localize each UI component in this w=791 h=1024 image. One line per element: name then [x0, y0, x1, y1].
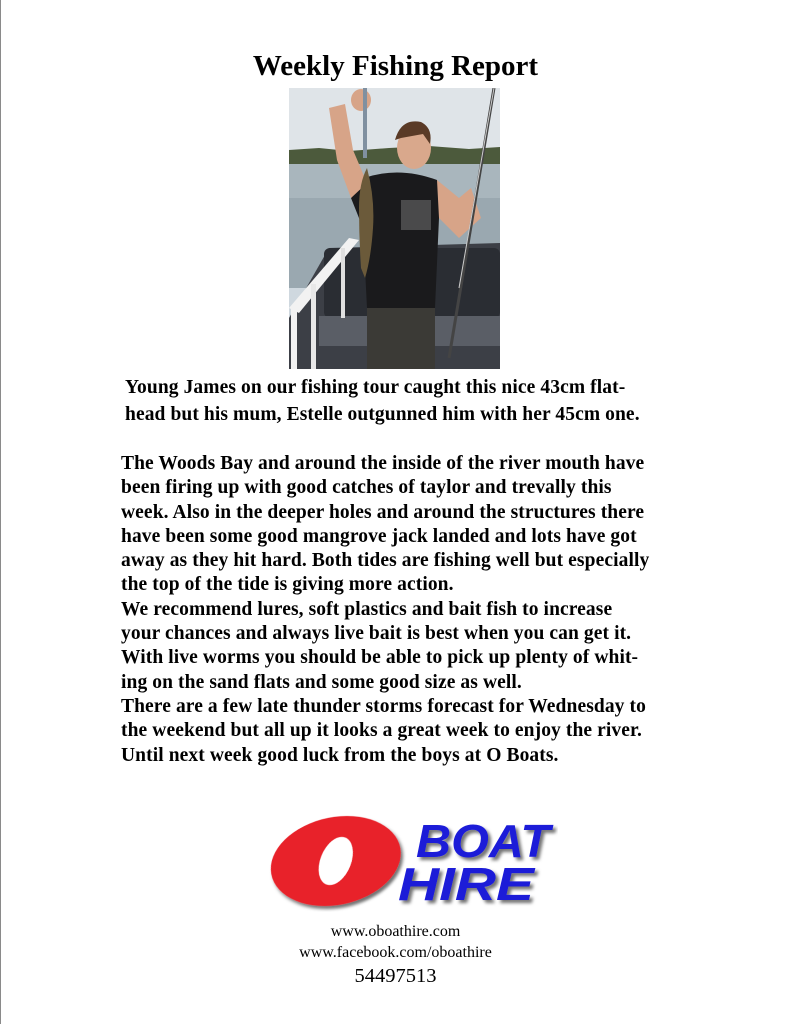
- website-link[interactable]: www.oboathire.com: [330, 923, 461, 940]
- body-line: ing on the sand flats and some good size as well.: [121, 671, 522, 693]
- body-line: We recommend lures, soft plastics and bait fish to increase: [121, 598, 613, 620]
- body-line: been firing up with good catches of taylor and trevally this: [121, 477, 612, 499]
- body-line: have been some good mangrove jack landed and lots have got: [121, 525, 637, 547]
- facebook-link[interactable]: www.facebook.com/oboathire: [299, 944, 492, 961]
- svg-text:HIRE: HIRE: [398, 858, 536, 910]
- body-line: There are a few late thunder storms forecast for Wednesday to: [121, 695, 646, 717]
- page-border: [0, 0, 1, 1024]
- fishing-photo: [289, 88, 500, 369]
- report-body: [121, 452, 731, 768]
- contact-info: [0, 921, 791, 989]
- body-line: the weekend but all up it looks a great week to enjoy the river.: [121, 720, 642, 742]
- photo-caption: [125, 374, 725, 428]
- caption-line: head but his mum, Estelle outgunned him with her 45cm one.: [125, 404, 640, 425]
- body-line: The Woods Bay and around the inside of the river mouth have: [121, 453, 645, 474]
- o-boat-hire-logo: [248, 812, 558, 912]
- body-line: week. Also in the deeper holes and around the structures there: [121, 501, 645, 523]
- page-title: Weekly Fishing Report: [252, 50, 539, 82]
- phone-number: 54497513: [354, 965, 437, 987]
- body-line: Until next week good luck from the boys at O Boats.: [121, 744, 559, 766]
- body-line: your chances and always live bait is best when you can get it.: [121, 623, 632, 645]
- body-line: away as they hit hard. Both tides are fishing well but especially: [121, 550, 650, 572]
- body-line: the top of the tide is giving more action.: [121, 574, 454, 596]
- caption-line: Young James on our fishing tour caught this nice 43cm flat-: [125, 377, 626, 398]
- body-line: With live worms you should be able to pick up plenty of whit-: [121, 647, 639, 669]
- svg-text:BOAT: BOAT: [416, 815, 555, 867]
